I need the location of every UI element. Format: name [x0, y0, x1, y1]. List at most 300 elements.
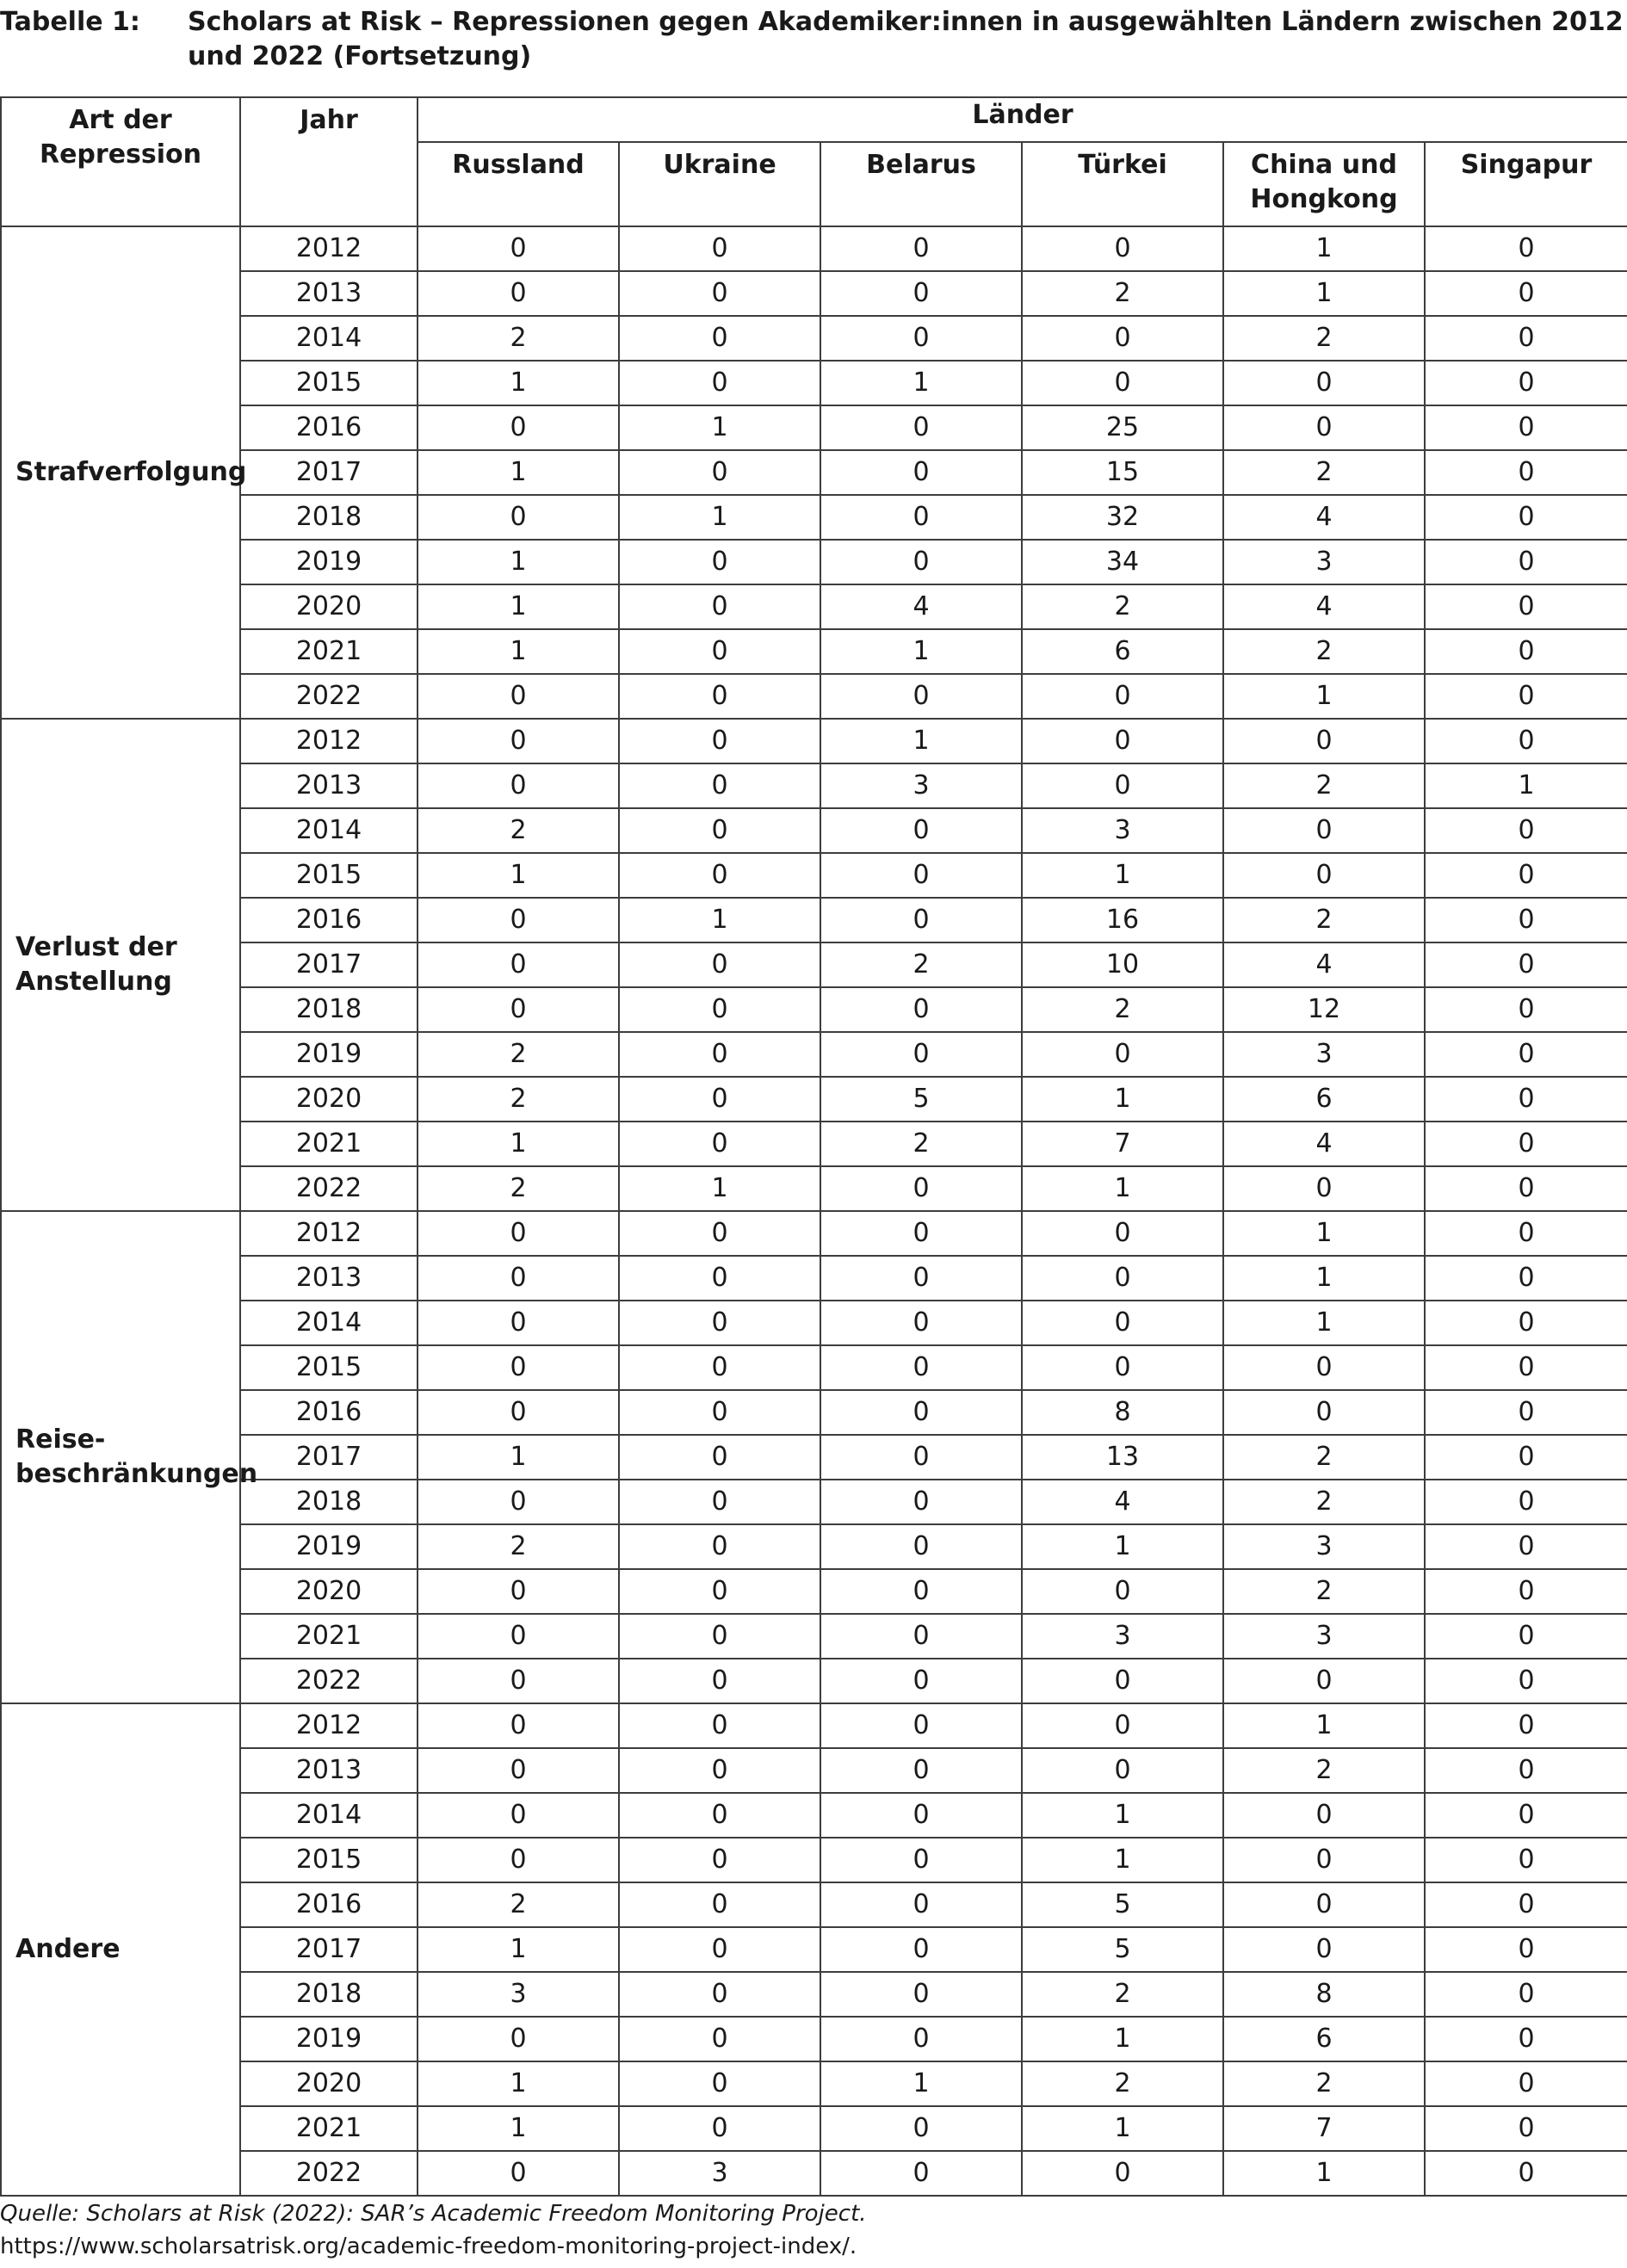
value-cell: 0 [619, 1211, 820, 1256]
table-row [1, 584, 1627, 629]
value-cell: 0 [1425, 540, 1627, 584]
value-cell: 0 [1223, 1793, 1425, 1838]
value-cell: 0 [619, 540, 820, 584]
value-cell: 0 [820, 1793, 1022, 1838]
value-cell: 0 [418, 1748, 619, 1793]
value-cell: 2 [418, 1524, 619, 1569]
table-row [1, 1703, 1627, 1748]
table-row [1, 808, 1627, 853]
value-cell: 0 [1425, 361, 1627, 405]
header-country-turkey: Türkei [1022, 142, 1223, 226]
value-cell: 0 [820, 540, 1022, 584]
value-cell: 0 [1425, 1703, 1627, 1748]
value-cell: 2 [1223, 629, 1425, 674]
value-cell: 0 [619, 2106, 820, 2151]
value-cell: 0 [1425, 450, 1627, 495]
year-cell: 2013 [240, 271, 418, 316]
value-cell: 0 [619, 1390, 820, 1435]
table-row [1, 1032, 1627, 1077]
table-row [1, 2061, 1627, 2106]
year-cell: 2014 [240, 316, 418, 361]
year-cell: 2015 [240, 361, 418, 405]
value-cell: 1 [1223, 271, 1425, 316]
table-row [1, 1614, 1627, 1659]
value-cell: 0 [1425, 1927, 1627, 1972]
value-cell: 0 [1425, 1301, 1627, 1345]
value-cell: 0 [619, 1748, 820, 1793]
value-cell: 1 [1022, 2106, 1223, 2151]
value-cell: 0 [820, 1927, 1022, 1972]
year-cell: 2019 [240, 540, 418, 584]
value-cell: 3 [619, 2151, 820, 2196]
value-cell: 0 [418, 1256, 619, 1301]
value-cell: 0 [619, 1480, 820, 1524]
value-cell: 0 [1425, 2151, 1627, 2196]
value-cell: 0 [1425, 629, 1627, 674]
value-cell: 0 [418, 1614, 619, 1659]
source-text: Quelle: Scholars at Risk (2022): SAR’s Academic Freedom Monitoring Project. [0, 2201, 867, 2227]
value-cell: 1 [1223, 1301, 1425, 1345]
value-cell: 2 [1223, 450, 1425, 495]
value-cell: 0 [820, 1838, 1022, 1882]
value-cell: 0 [1425, 1659, 1627, 1703]
table-row [1, 1659, 1627, 1703]
value-cell: 2 [418, 1882, 619, 1927]
value-cell: 0 [619, 1032, 820, 1077]
year-cell: 2018 [240, 987, 418, 1032]
table-row [1, 1882, 1627, 1927]
repression-type-cell: Andere [1, 1703, 240, 2196]
value-cell: 0 [1223, 1838, 1425, 1882]
value-cell: 0 [1425, 405, 1627, 450]
value-cell: 2 [1022, 2061, 1223, 2106]
value-cell: 1 [418, 1927, 619, 1972]
value-cell: 0 [820, 1614, 1022, 1659]
table-row [1, 1569, 1627, 1614]
value-cell: 0 [619, 674, 820, 719]
table-row [1, 1301, 1627, 1345]
value-cell: 2 [418, 316, 619, 361]
value-cell: 2 [1223, 1480, 1425, 1524]
year-cell: 2019 [240, 2017, 418, 2061]
value-cell: 2 [418, 808, 619, 853]
value-cell: 2 [1022, 271, 1223, 316]
value-cell: 0 [619, 629, 820, 674]
year-cell: 2021 [240, 1614, 418, 1659]
value-cell: 0 [1425, 942, 1627, 987]
value-cell: 3 [1223, 540, 1425, 584]
value-cell: 1 [1425, 763, 1627, 808]
value-cell: 0 [619, 1793, 820, 1838]
value-cell: 0 [418, 1301, 619, 1345]
value-cell: 1 [1022, 1524, 1223, 1569]
value-cell: 4 [820, 584, 1022, 629]
value-cell: 0 [1223, 361, 1425, 405]
year-cell: 2017 [240, 942, 418, 987]
year-cell: 2015 [240, 1838, 418, 1882]
value-cell: 0 [820, 1435, 1022, 1480]
value-cell: 0 [820, 271, 1022, 316]
value-cell: 0 [820, 1390, 1022, 1435]
value-cell: 1 [1022, 1077, 1223, 1122]
value-cell: 34 [1022, 540, 1223, 584]
value-cell: 3 [820, 763, 1022, 808]
value-cell: 4 [1223, 1122, 1425, 1166]
year-cell: 2014 [240, 808, 418, 853]
value-cell: 2 [418, 1077, 619, 1122]
year-cell: 2013 [240, 1256, 418, 1301]
value-cell: 0 [1425, 1032, 1627, 1077]
value-cell: 0 [418, 1211, 619, 1256]
value-cell: 2 [1223, 316, 1425, 361]
value-cell: 0 [619, 316, 820, 361]
value-cell: 0 [1022, 1256, 1223, 1301]
value-cell: 0 [418, 1838, 619, 1882]
value-cell: 2 [1223, 1748, 1425, 1793]
value-cell: 1 [418, 450, 619, 495]
value-cell: 0 [619, 584, 820, 629]
value-cell: 0 [418, 226, 619, 271]
year-cell: 2018 [240, 1972, 418, 2017]
year-cell: 2020 [240, 1569, 418, 1614]
value-cell: 0 [1425, 226, 1627, 271]
value-cell: 0 [619, 361, 820, 405]
header-country-china: China und Hongkong [1223, 142, 1425, 226]
value-cell: 0 [1223, 853, 1425, 898]
value-cell: 0 [619, 1838, 820, 1882]
table-row [1, 1748, 1627, 1793]
value-cell: 0 [820, 808, 1022, 853]
year-cell: 2017 [240, 450, 418, 495]
value-cell: 1 [619, 1166, 820, 1211]
value-cell: 0 [820, 1166, 1022, 1211]
value-cell: 7 [1223, 2106, 1425, 2151]
value-cell: 0 [1425, 495, 1627, 540]
value-cell: 1 [1223, 226, 1425, 271]
value-cell: 0 [418, 898, 619, 942]
year-cell: 2014 [240, 1793, 418, 1838]
value-cell: 0 [820, 1569, 1022, 1614]
value-cell: 0 [418, 271, 619, 316]
value-cell: 0 [619, 1301, 820, 1345]
value-cell: 0 [1022, 1659, 1223, 1703]
value-cell: 0 [619, 942, 820, 987]
table-row [1, 1524, 1627, 1569]
value-cell: 3 [1223, 1614, 1425, 1659]
value-cell: 0 [418, 942, 619, 987]
value-cell: 0 [1425, 898, 1627, 942]
value-cell: 0 [619, 1524, 820, 1569]
value-cell: 1 [1022, 1793, 1223, 1838]
table-row [1, 226, 1627, 271]
value-cell: 0 [1425, 1256, 1627, 1301]
value-cell: 5 [1022, 1882, 1223, 1927]
value-cell: 6 [1022, 629, 1223, 674]
year-cell: 2020 [240, 584, 418, 629]
value-cell: 0 [1223, 1882, 1425, 1927]
value-cell: 3 [1022, 808, 1223, 853]
year-cell: 2019 [240, 1524, 418, 1569]
value-cell: 0 [820, 1301, 1022, 1345]
year-cell: 2020 [240, 1077, 418, 1122]
value-cell: 0 [418, 2017, 619, 2061]
value-cell: 0 [418, 1659, 619, 1703]
value-cell: 0 [1425, 719, 1627, 763]
value-cell: 1 [418, 1435, 619, 1480]
value-cell: 0 [619, 2061, 820, 2106]
value-cell: 0 [820, 405, 1022, 450]
header-country-singapore: Singapur [1425, 142, 1627, 226]
value-cell: 3 [1223, 1032, 1425, 1077]
value-cell: 2 [1223, 763, 1425, 808]
value-cell: 0 [619, 1614, 820, 1659]
value-cell: 0 [619, 1882, 820, 1927]
table-row [1, 1793, 1627, 1838]
table-row [1, 2017, 1627, 2061]
table-row [1, 1122, 1627, 1166]
year-cell: 2022 [240, 2151, 418, 2196]
year-cell: 2013 [240, 763, 418, 808]
header-year: Jahr [240, 97, 418, 226]
year-cell: 2015 [240, 1345, 418, 1390]
value-cell: 0 [820, 1748, 1022, 1793]
value-cell: 0 [820, 1524, 1022, 1569]
year-cell: 2021 [240, 1122, 418, 1166]
value-cell: 3 [1223, 1524, 1425, 1569]
value-cell: 0 [1223, 808, 1425, 853]
value-cell: 0 [619, 1077, 820, 1122]
value-cell: 6 [1223, 1077, 1425, 1122]
header-repression-type: Art der Repression [1, 97, 240, 226]
value-cell: 0 [1425, 853, 1627, 898]
table-row [1, 1166, 1627, 1211]
value-cell: 0 [1022, 1032, 1223, 1077]
value-cell: 0 [1223, 1659, 1425, 1703]
value-cell: 10 [1022, 942, 1223, 987]
value-cell: 1 [619, 405, 820, 450]
table-row [1, 495, 1627, 540]
table-row [1, 629, 1627, 674]
value-cell: 0 [820, 316, 1022, 361]
value-cell: 0 [418, 674, 619, 719]
value-cell: 0 [418, 1703, 619, 1748]
year-cell: 2017 [240, 1435, 418, 1480]
table-row [1, 1077, 1627, 1122]
value-cell: 0 [619, 808, 820, 853]
value-cell: 1 [418, 629, 619, 674]
value-cell: 0 [619, 763, 820, 808]
table-row [1, 987, 1627, 1032]
value-cell: 1 [418, 2106, 619, 2151]
value-cell: 1 [1223, 1256, 1425, 1301]
value-cell: 0 [820, 495, 1022, 540]
value-cell: 0 [1425, 1077, 1627, 1122]
value-cell: 0 [418, 405, 619, 450]
table-row [1, 361, 1627, 405]
value-cell: 0 [1223, 1927, 1425, 1972]
value-cell: 0 [1425, 1480, 1627, 1524]
value-cell: 0 [820, 1345, 1022, 1390]
table-row [1, 1390, 1627, 1435]
table-row [1, 1927, 1627, 1972]
value-cell: 0 [1425, 584, 1627, 629]
value-cell: 0 [418, 1390, 619, 1435]
value-cell: 0 [1425, 674, 1627, 719]
value-cell: 0 [820, 853, 1022, 898]
value-cell: 0 [418, 1569, 619, 1614]
value-cell: 1 [619, 495, 820, 540]
value-cell: 0 [1022, 2151, 1223, 2196]
value-cell: 0 [820, 1256, 1022, 1301]
value-cell: 0 [619, 2017, 820, 2061]
value-cell: 0 [1022, 1345, 1223, 1390]
value-cell: 0 [619, 719, 820, 763]
value-cell: 0 [1022, 1211, 1223, 1256]
year-cell: 2022 [240, 1166, 418, 1211]
value-cell: 0 [1425, 1166, 1627, 1211]
year-cell: 2017 [240, 1927, 418, 1972]
year-cell: 2022 [240, 1659, 418, 1703]
value-cell: 0 [619, 450, 820, 495]
table-row [1, 674, 1627, 719]
value-cell: 2 [820, 942, 1022, 987]
value-cell: 0 [619, 1972, 820, 2017]
value-cell: 0 [1425, 1569, 1627, 1614]
year-cell: 2016 [240, 1882, 418, 1927]
value-cell: 0 [1425, 1838, 1627, 1882]
table-row [1, 1972, 1627, 2017]
value-cell: 0 [820, 1480, 1022, 1524]
value-cell: 0 [619, 987, 820, 1032]
value-cell: 0 [619, 1659, 820, 1703]
header-country-belarus: Belarus [820, 142, 1022, 226]
value-cell: 1 [820, 719, 1022, 763]
value-cell: 1 [619, 898, 820, 942]
value-cell: 25 [1022, 405, 1223, 450]
value-cell: 4 [1223, 495, 1425, 540]
year-cell: 2012 [240, 719, 418, 763]
value-cell: 1 [418, 853, 619, 898]
value-cell: 0 [820, 1972, 1022, 2017]
value-cell: 0 [1022, 226, 1223, 271]
value-cell: 0 [1223, 1166, 1425, 1211]
year-cell: 2012 [240, 1703, 418, 1748]
value-cell: 0 [619, 1435, 820, 1480]
value-cell: 0 [820, 2151, 1022, 2196]
year-cell: 2020 [240, 2061, 418, 2106]
value-cell: 0 [418, 719, 619, 763]
table-title: Scholars at Risk – Repressionen gegen Akademiker:innen in ausgewählten Ländern zwischen 2012 und 2022 (Fortsetzung) [188, 7, 1624, 71]
table-row [1, 540, 1627, 584]
value-cell: 0 [1022, 674, 1223, 719]
table-row [1, 853, 1627, 898]
value-cell: 0 [820, 450, 1022, 495]
year-cell: 2021 [240, 2106, 418, 2151]
table-row [1, 898, 1627, 942]
value-cell: 0 [1022, 316, 1223, 361]
value-cell: 0 [820, 1032, 1022, 1077]
value-cell: 0 [1425, 1614, 1627, 1659]
value-cell: 5 [1022, 1927, 1223, 1972]
repression-type-cell: Strafverfolgung [1, 226, 240, 719]
value-cell: 0 [1425, 1972, 1627, 2017]
value-cell: 7 [1022, 1122, 1223, 1166]
year-cell: 2018 [240, 1480, 418, 1524]
year-cell: 2012 [240, 226, 418, 271]
table-row [1, 316, 1627, 361]
table-row [1, 763, 1627, 808]
repression-table [0, 96, 1627, 2197]
value-cell: 0 [1022, 1569, 1223, 1614]
value-cell: 0 [418, 2151, 619, 2196]
value-cell: 1 [418, 1122, 619, 1166]
value-cell: 0 [1425, 1122, 1627, 1166]
value-cell: 0 [1425, 1793, 1627, 1838]
year-cell: 2021 [240, 629, 418, 674]
value-cell: 5 [820, 1077, 1022, 1122]
value-cell: 1 [820, 361, 1022, 405]
value-cell: 0 [1425, 1524, 1627, 1569]
value-cell: 8 [1022, 1390, 1223, 1435]
value-cell: 0 [1425, 1435, 1627, 1480]
table-row [1, 942, 1627, 987]
value-cell: 0 [1425, 316, 1627, 361]
table-row [1, 719, 1627, 763]
value-cell: 1 [418, 540, 619, 584]
value-cell: 0 [619, 1256, 820, 1301]
year-cell: 2022 [240, 674, 418, 719]
header-countries: Länder [418, 97, 1627, 142]
value-cell: 0 [1425, 2017, 1627, 2061]
value-cell: 2 [418, 1032, 619, 1077]
value-cell: 0 [820, 2017, 1022, 2061]
value-cell: 0 [418, 763, 619, 808]
value-cell: 0 [1425, 2106, 1627, 2151]
value-cell: 0 [619, 271, 820, 316]
table-row [1, 1256, 1627, 1301]
table-row [1, 2106, 1627, 2151]
value-cell: 0 [1425, 808, 1627, 853]
value-cell: 6 [1223, 2017, 1425, 2061]
value-cell: 2 [820, 1122, 1022, 1166]
source-note [0, 2197, 1627, 2263]
value-cell: 13 [1022, 1435, 1223, 1480]
value-cell: 1 [1223, 674, 1425, 719]
value-cell: 0 [820, 1211, 1022, 1256]
value-cell: 1 [820, 2061, 1022, 2106]
value-cell: 3 [418, 1972, 619, 2017]
value-cell: 8 [1223, 1972, 1425, 2017]
table-header [1, 97, 1627, 226]
year-cell: 2012 [240, 1211, 418, 1256]
value-cell: 0 [418, 1793, 619, 1838]
year-cell: 2018 [240, 495, 418, 540]
value-cell: 2 [1022, 1972, 1223, 2017]
table-row [1, 2151, 1627, 2196]
repression-type-cell: Reise-beschränkungen [1, 1211, 240, 1703]
value-cell: 0 [1223, 1345, 1425, 1390]
year-cell: 2014 [240, 1301, 418, 1345]
value-cell: 0 [619, 1927, 820, 1972]
value-cell: 0 [619, 1345, 820, 1390]
value-cell: 0 [418, 495, 619, 540]
value-cell: 32 [1022, 495, 1223, 540]
value-cell: 0 [1425, 1345, 1627, 1390]
value-cell: 0 [619, 1703, 820, 1748]
value-cell: 1 [820, 629, 1022, 674]
value-cell: 1 [1022, 853, 1223, 898]
header-country-russia: Russland [418, 142, 619, 226]
